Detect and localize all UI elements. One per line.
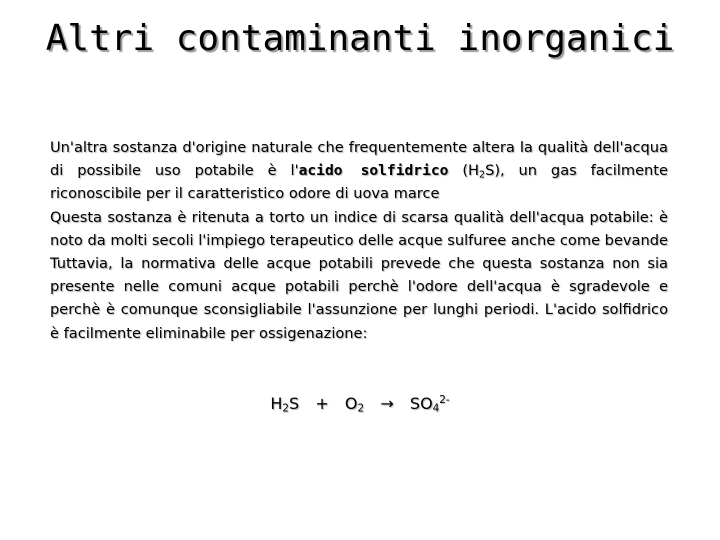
reactant-h2s: $H_2S$ [270,394,300,415]
acido-solfidrico-term: acido solfidrico [298,162,449,180]
reaction-arrow-icon: → [380,394,394,413]
product-so4: $SO_4^{2-}$ [409,393,450,415]
body-text [50,136,668,345]
paragraph-2: Questa sostanza è ritenuta a torto un indice di scarsa qualità dell'acqua potabile: è noto da molti secoli l'impiego terapeutico delle acque sulfuree anche come bevande [50,208,668,249]
oxidation-equation [0,394,720,413]
plus-sign: + [315,394,329,413]
paragraph-1 [50,136,668,206]
paragraph-3: Tuttavia, la normativa delle acque potabili prevede che questa sostanza non sia presente nelle comuni acque potabili perchè l'odore dell'acqua è sgradevole e perchè è comunque sconsigliabile l'assunzione per lunghi periodi. L'acido solfidrico è facilmente eliminabile per ossigenazione: [50,255,668,342]
h2s-subscript: 2 [479,169,486,181]
h2s-formula-open: (H [448,162,480,180]
paragraph-1-text: Un'altra sostanza d'origine naturale che frequentemente altera la qualità dell'acqua di possibile uso potabile è l' [50,139,668,180]
reactant-o2: $O_2$ [344,394,365,415]
paragraph-1-tail: S), un gas facilmente riconoscibile per il caratteristico odore di uova marce [50,162,668,203]
slide-title: Altri contaminanti inorganici [45,18,675,59]
